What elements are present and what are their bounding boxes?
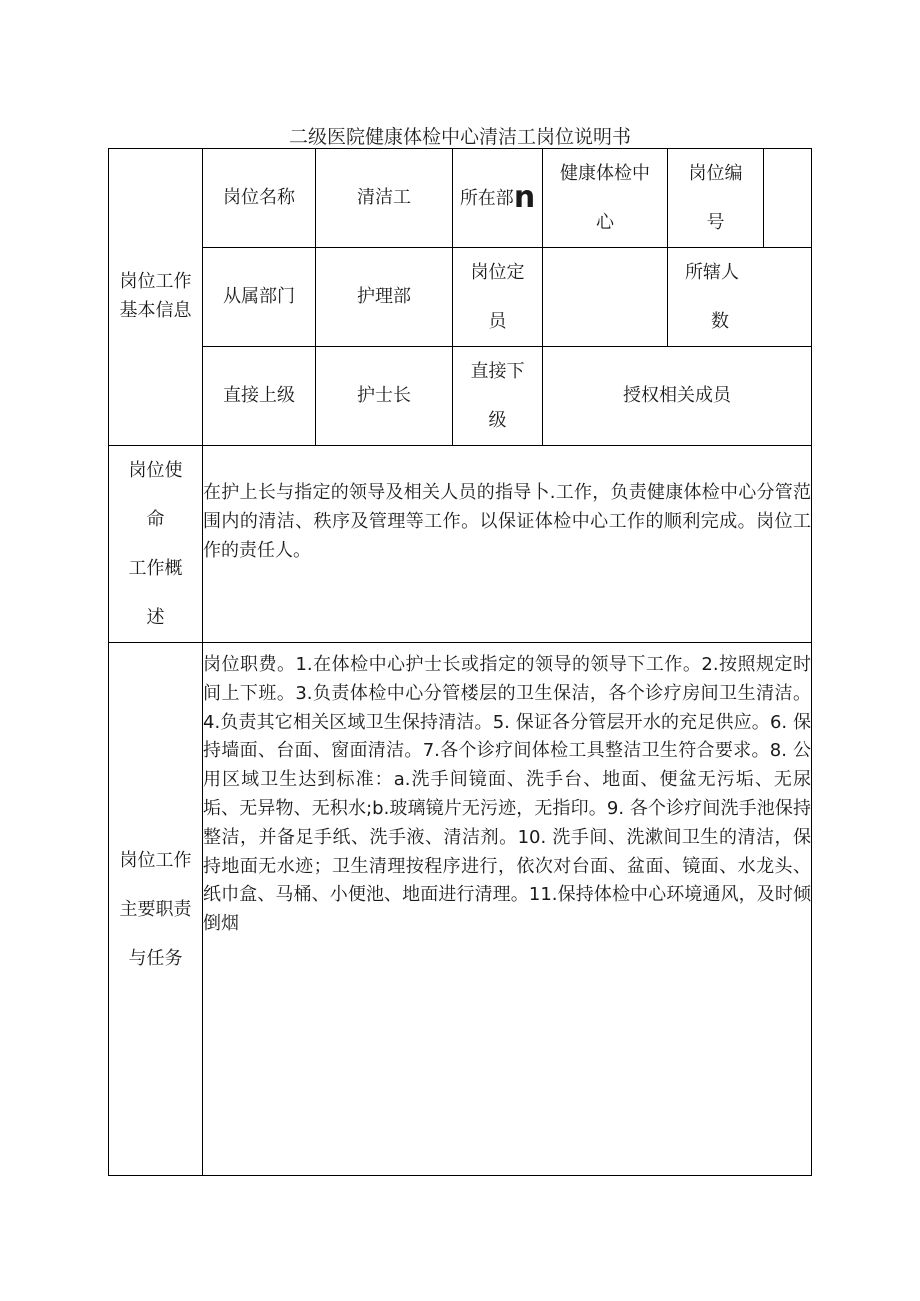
basic-info-row-1 [109,149,812,248]
dept-label [453,149,543,248]
subordinate-label-line2: 级 [488,410,507,431]
duties-label-line3: 与任务 [128,947,183,969]
job-name-label: 岗位名称 [203,149,316,248]
dept-label-glyph: n [513,180,536,215]
duties-label-line1: 岗位工作 [119,849,192,871]
document-title: 二级医院健康体检中心清洁工岗位说明书 [288,126,631,148]
headcount-label-line1: 所辖人 [685,262,739,283]
job-no-label-line2: 号 [706,212,725,233]
staffing-label-line2: 员 [488,311,507,332]
subordinate-label [453,347,543,446]
supervisor-value: 护士长 [316,347,453,446]
mission-label-line4: 述 [146,607,165,628]
job-name-value: 清洁工 [316,149,453,248]
mission-label-line1: 岗位使 [128,460,183,481]
basic-info-label-line1: 岗位工作 [119,271,192,293]
subordinate-value: 授权相关成员 [543,347,812,446]
duties-label-line2: 主要职责 [119,898,192,920]
basic-info-section-label [109,149,203,446]
headcount-label-line2: 数 [711,311,729,332]
subordinate-dept-label: 从属部门 [203,248,316,347]
mission-label-line3: 工作概 [128,558,183,579]
staffing-label-line1: 岗位定 [470,262,525,283]
job-no-value [764,149,812,248]
mission-label-line2: 命 [146,509,165,530]
duties-text: 岗位职费。1.在体检中心护士长或指定的领导的领导下工作。2.按照规定时间上下班。3.负责体检中心分管楼层的卫生保洁，各个诊疗房间卫生清洁。4.负责其它相关区域卫生保持清洁。5. 保证各分管层开水的充足供应。6. 保持墙面、台面、窗面清洁。7.各个诊疗间体检工具整洁卫生符合要求。8. 公用区域卫生达到标准：a.洗手间镜面、洗手台、地面、便盆无污垢、无尿垢、无异物、无积水;b.玻璃镜片无污迹，无指印。9. 各个诊疗间洗手池保持整洁，并备足手纸、洗手液、清洁剂。10. 洗手间、洗漱间卫生的清洁，保持地面无水迹；卫生清理按程序进行，依次对台面、盆面、镜面、水龙头、纸巾盒、马桶、小便池、地面进行清理。11.保持体检中心环境通风，及时倾倒烟 [203,643,812,1176]
subordinate-dept-value: 护理部 [316,248,453,347]
basic-info-label-line2: 基本信息 [119,300,192,321]
duties-row [109,643,812,1176]
job-no-label [668,149,764,248]
job-description-table [108,148,812,1176]
subordinate-label-line1: 直接下 [470,361,525,382]
dept-value-line2: 心 [596,212,614,233]
supervisor-label: 直接上级 [203,347,316,446]
staffing-label [453,248,543,347]
basic-info-row-3 [109,347,812,446]
headcount-label [668,248,812,347]
mission-label [109,446,203,643]
dept-value-line1: 健康体检中 [560,163,650,184]
job-no-label-line1: 岗位编 [688,163,743,184]
basic-info-row-2 [109,248,812,347]
dept-label-text: 所在部 [459,188,514,209]
staffing-value [543,248,668,347]
mission-text: 在护上长与指定的领导及相关人员的指导卜.工作，负责健康体检中心分管范围内的清洁、秩序及管理等工作。以保证体检中心工作的顺利完成。岗位工作的责任人。 [203,446,812,643]
duties-label [109,643,203,1176]
mission-row [109,446,812,643]
dept-value [543,149,668,248]
